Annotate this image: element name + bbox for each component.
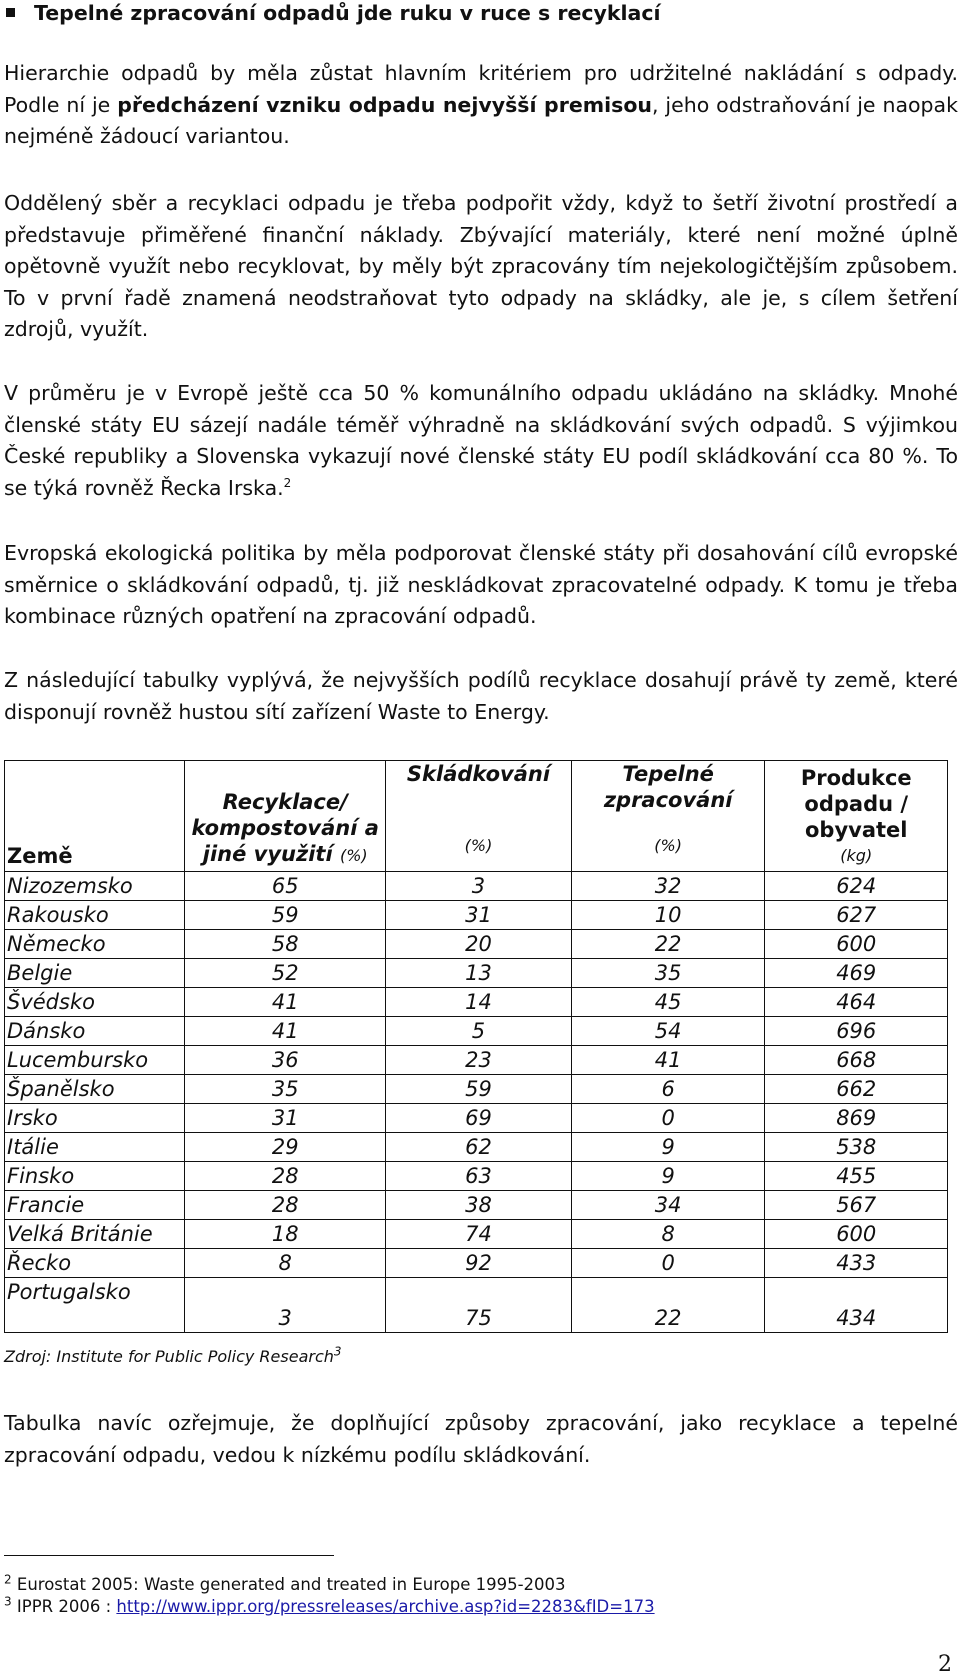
cell-value: 662 [765,1075,948,1104]
cell-country: Řecko [5,1249,185,1278]
cell-value: 869 [765,1104,948,1133]
table-row [5,901,948,930]
paragraph-waste-hierarchy: Hierarchie odpadů by měla zůstat hlavním kritériem pro udržitelné nakládání s odpady. Podle ní je předcházení vzniku odpadu nejvyšší premisou, jeho odstraňování je naopak nejméně žádoucí variantou. [4,61,958,148]
cell-value: 3 [386,872,572,901]
cell-country: Německo [5,930,185,959]
cell-value: 63 [386,1162,572,1191]
page-number: 2 [938,1652,952,1677]
cell-value: 434 [765,1278,948,1333]
section-heading [34,0,661,26]
paragraph-conclusion: Tabulka navíc ozřejmuje, že doplňující způsoby zpracování, jako recyklace a tepelné zpracování odpadu, vedou k nízkému podílu skládkování. [4,1411,958,1467]
bullet-icon [6,8,15,17]
cell-value: 31 [386,901,572,930]
cell-value: 600 [765,1220,948,1249]
header-thermal: Tepelné zpracování (%) [571,761,765,872]
cell-country: Rakousko [5,901,185,930]
cell-value: 10 [571,901,765,930]
table-row [5,959,948,988]
cell-value: 433 [765,1249,948,1278]
ippr-link[interactable]: http://www.ippr.org/pressreleases/archive.asp?id=2283&fID=173 [116,1597,655,1616]
cell-value: 23 [386,1046,572,1075]
cell-value: 31 [185,1104,386,1133]
table-row [5,1220,948,1249]
cell-country: Itálie [5,1133,185,1162]
cell-value: 0 [571,1249,765,1278]
cell-value: 14 [386,988,572,1017]
table-row [5,930,948,959]
cell-value: 35 [185,1075,386,1104]
cell-value: 8 [571,1220,765,1249]
cell-value: 38 [386,1191,572,1220]
table-row [5,872,948,901]
cell-value: 469 [765,959,948,988]
cell-value: 538 [765,1133,948,1162]
cell-value: 22 [571,1278,765,1333]
cell-value: 0 [571,1104,765,1133]
table-row [5,1075,948,1104]
header-recycling: Recyklace/ kompostování a jiné využití (%) [185,761,386,872]
footnote-divider [4,1555,334,1556]
cell-country: Dánsko [5,1017,185,1046]
cell-value: 54 [571,1017,765,1046]
footnote-3: $^3$ IPPR 2006 : http://www.ippr.org/pressreleases/archive.asp?id=2283&fID=173 [4,1594,655,1616]
cell-value: 59 [185,901,386,930]
cell-value: 696 [765,1017,948,1046]
table-row [5,988,948,1017]
cell-value: 9 [571,1133,765,1162]
table-header-row [5,761,948,872]
cell-value: 69 [386,1104,572,1133]
cell-country: Belgie [5,959,185,988]
waste-statistics-table [4,760,948,1333]
footnote-ref[interactable]: 2 [283,475,292,490]
table-row [5,1162,948,1191]
cell-value: 45 [571,988,765,1017]
cell-value: 92 [386,1249,572,1278]
cell-value: 41 [185,988,386,1017]
cell-value: 28 [185,1162,386,1191]
table-row [5,1249,948,1278]
table-row [5,1278,948,1333]
emphasis-text: předcházení vzniku odpadu nejvyšší premisou [117,92,652,117]
cell-value: 29 [185,1133,386,1162]
cell-value: 455 [765,1162,948,1191]
cell-value: 52 [185,959,386,988]
table-row [5,1104,948,1133]
heading-text: Tepelné zpracování odpadů jde ruku v ruce s recyklací [34,1,661,25]
cell-country: Portugalsko [5,1278,185,1333]
header-country: Země [5,761,185,872]
cell-value: 22 [571,930,765,959]
cell-value: 567 [765,1191,948,1220]
cell-value: 627 [765,901,948,930]
cell-value: 41 [571,1046,765,1075]
table-source: Zdroj: Institute for Public Policy Research$^3$ [4,1344,342,1366]
cell-value: 59 [386,1075,572,1104]
cell-value: 6 [571,1075,765,1104]
paragraph-eco-policy: Evropská ekologická politika by měla podporovat členské státy při dosahování cílů evropské směrnice o skládkování odpadů, tj. již neskládkovat zpracovatelné odpady. K tomu je třeba kombinace různých opatření na zpracování odpadů. [4,541,958,628]
cell-value: 624 [765,872,948,901]
cell-country: Velká Británie [5,1220,185,1249]
cell-value: 58 [185,930,386,959]
cell-value: 3 [185,1278,386,1333]
cell-value: 65 [185,872,386,901]
cell-value: 41 [185,1017,386,1046]
cell-value: 34 [571,1191,765,1220]
paragraph-table-intro: Z následující tabulky vyplývá, že nejvyšších podílů recyklace dosahují právě ty země, které disponují rovněž hustou sítí zařízení Waste to Energy. [4,668,958,724]
cell-value: 74 [386,1220,572,1249]
cell-value: 62 [386,1133,572,1162]
cell-value: 36 [185,1046,386,1075]
cell-value: 20 [386,930,572,959]
cell-value: 32 [571,872,765,901]
paragraph-landfill-average: V průměru je v Evropě ještě cca 50 % komunálního odpadu ukládáno na skládky. Mnohé členské státy EU sázejí nadále téměř výhradně na skládkování svých odpadů. S výjimkou České republiky a Slovenska vykazují nové členské státy EU podíl skládkování cca 80 %. To se týká rovněž Řecka Irska.$^2$ [4,381,958,500]
table-row [5,1046,948,1075]
cell-value: 18 [185,1220,386,1249]
cell-value: 464 [765,988,948,1017]
table-row [5,1191,948,1220]
footnote-ref[interactable]: 3 [333,1344,342,1359]
footnote-2: $^2$ Eurostat 2005: Waste generated and treated in Europe 1995-2003 [4,1572,566,1594]
cell-country: Francie [5,1191,185,1220]
cell-country: Švédsko [5,988,185,1017]
cell-value: 35 [571,959,765,988]
cell-value: 8 [185,1249,386,1278]
cell-country: Španělsko [5,1075,185,1104]
table-row [5,1133,948,1162]
cell-country: Lucembursko [5,1046,185,1075]
cell-value: 13 [386,959,572,988]
header-landfill: Skládkování (%) [386,761,572,872]
cell-value: 28 [185,1191,386,1220]
cell-country: Finsko [5,1162,185,1191]
cell-value: 75 [386,1278,572,1333]
cell-country: Irsko [5,1104,185,1133]
cell-value: 9 [571,1162,765,1191]
table-row [5,1017,948,1046]
paragraph-separate-collection: Oddělený sběr a recyklaci odpadu je třeba podpořit vždy, když to šetří životní prostředí a představuje přiměřené finanční náklady. Zbývající materiály, které není možné úplně opětovně využít nebo recyklovat, by měly být zpracovány tím nejekologičtějším způsobem. To v první řadě znamená neodstraňovat tyto odpady na skládky, ale je, s cílem šetření zdrojů, využít. [4,191,958,341]
cell-value: 5 [386,1017,572,1046]
cell-value: 600 [765,930,948,959]
cell-country: Nizozemsko [5,872,185,901]
header-production: Produkce odpadu / obyvatel (kg) [765,761,948,872]
cell-value: 668 [765,1046,948,1075]
